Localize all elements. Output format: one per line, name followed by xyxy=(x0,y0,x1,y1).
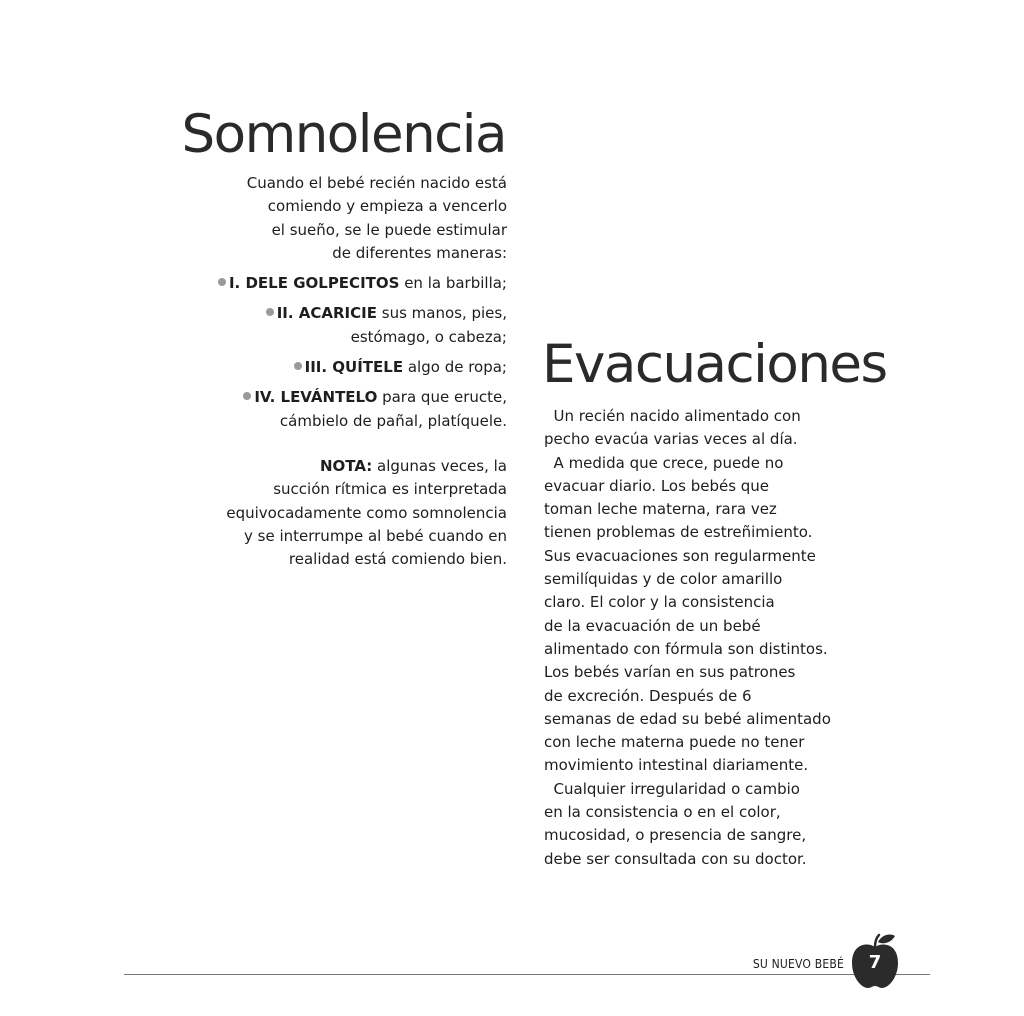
bullet-icon xyxy=(218,278,226,286)
text-line: evacuar diario. Los bebés que xyxy=(544,476,770,495)
section-title-evacuaciones: Evacuaciones xyxy=(542,334,887,395)
list-item xyxy=(177,302,507,349)
item-text: en la barbilla; xyxy=(399,274,507,293)
list-item xyxy=(177,386,507,433)
text-line: succión rítmica es interpretada xyxy=(273,480,507,499)
bullet-icon xyxy=(294,362,302,370)
list-item xyxy=(177,272,507,295)
item-heading: I. DELE GOLPECITOS xyxy=(228,274,400,293)
text-line: Sus evacuaciones son regularmente xyxy=(544,546,816,565)
text-line: algunas veces, la xyxy=(372,456,507,475)
note-label: NOTA: xyxy=(320,456,373,475)
text-line: debe ser consultada con su doctor. xyxy=(544,849,807,868)
text-line: Cuando el bebé recién nacido está xyxy=(246,174,507,192)
text-line: en la consistencia o en el color, xyxy=(544,803,781,822)
somnolencia-column xyxy=(177,172,507,571)
item-text: para que eructe, xyxy=(377,388,507,407)
text-line: Un recién nacido alimentado con xyxy=(544,407,801,425)
text-line: con leche materna puede no tener xyxy=(544,733,805,752)
text-line: realidad está comiendo bien. xyxy=(288,550,507,569)
item-heading: IV. LEVÁNTELO xyxy=(254,388,378,407)
item-text: estómago, o cabeza; xyxy=(350,327,507,346)
text-line: semilíquidas y de color amarillo xyxy=(544,570,783,589)
text-line: movimiento intestinal diariamente. xyxy=(544,756,809,775)
item-text: cámbielo de pañal, platíquele. xyxy=(279,411,507,430)
text-line: mucosidad, o presencia de sangre, xyxy=(544,826,807,845)
text-line: toman leche materna, rara vez xyxy=(544,500,777,519)
section-title-somnolencia: Somnolencia xyxy=(181,104,506,165)
footer-rule xyxy=(124,974,930,975)
text-line: claro. El color y la consistencia xyxy=(544,593,775,612)
text-line: semanas de edad su bebé alimentado xyxy=(544,709,831,728)
item-text: sus manos, pies, xyxy=(376,304,507,323)
bullet-icon xyxy=(266,308,274,316)
text-line: alimentado con fórmula son distintos. xyxy=(544,639,828,658)
list-item xyxy=(177,356,507,379)
text-line: A medida que crece, puede no xyxy=(544,453,784,472)
text-line: comiendo y empieza a vencerlo xyxy=(267,197,507,216)
text-line: pecho evacúa varias veces al día. xyxy=(544,430,798,449)
item-heading: III. QUÍTELE xyxy=(304,358,404,377)
note-paragraph xyxy=(177,455,507,571)
text-line: y se interrumpe al bebé cuando en xyxy=(244,526,507,545)
text-line: el sueño, se le puede estimular xyxy=(271,220,507,239)
text-line: tienen problemas de estreñimiento. xyxy=(544,523,813,542)
evacuaciones-column xyxy=(544,405,874,871)
text-line: de diferentes maneras: xyxy=(332,243,507,262)
intro-paragraph xyxy=(177,172,507,265)
text-line: equivocadamente como somnolencia xyxy=(226,503,507,522)
item-text: algo de ropa; xyxy=(403,358,507,377)
bullet-icon xyxy=(243,392,251,400)
footer-label: SU NUEVO BEBÉ xyxy=(752,957,844,971)
text-line: Cualquier irregularidad o cambio xyxy=(544,779,800,798)
page-number: 7 xyxy=(868,952,882,973)
text-line: de excreción. Después de 6 xyxy=(544,686,752,705)
item-heading: II. ACARICIE xyxy=(276,304,377,323)
text-line: de la evacuación de un bebé xyxy=(544,616,761,635)
text-line: Los bebés varían en sus patrones xyxy=(544,663,796,682)
